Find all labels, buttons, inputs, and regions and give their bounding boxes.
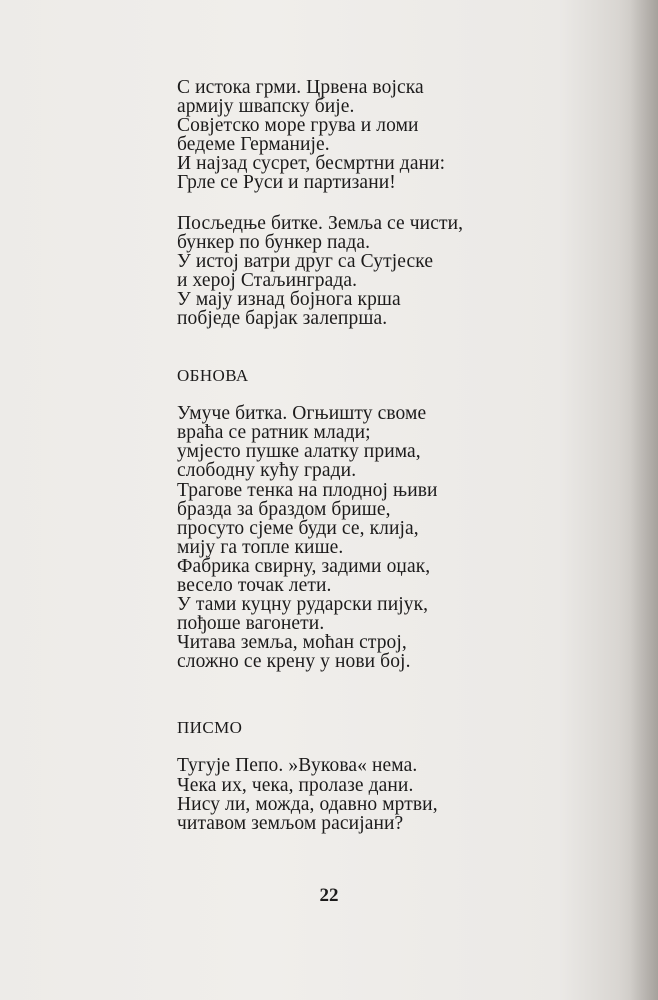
- verse-line: весело точак лети.: [177, 574, 332, 596]
- poem-title-obnova: ОБНОВА: [177, 366, 249, 386]
- obnova-stanza: [177, 404, 577, 671]
- verse-line: И најзад сусрет, бесмртни дани:: [177, 153, 446, 175]
- pismo-stanza: [177, 756, 577, 832]
- verse-line: Трагове тенка на плодној њиви: [177, 479, 438, 501]
- spine-shadow: [630, 0, 658, 1000]
- verse-line: слободну кућу гради.: [177, 460, 357, 482]
- verse-line: С истока грми. Црвена војска: [177, 77, 424, 98]
- stanza-1: [177, 78, 577, 193]
- verse-line: пођоше вагонети.: [177, 613, 325, 635]
- verse-line: враћа се ратник млади;: [177, 422, 371, 444]
- verse-line: читавом земљом расијани?: [177, 812, 404, 834]
- page-text: [177, 78, 577, 833]
- verse-line: Умуче битка. Огњишту своме: [177, 403, 427, 425]
- verse-line: армију швапску бије.: [177, 96, 355, 118]
- verse-line: бункер по бункер пада.: [177, 231, 371, 253]
- verse-line: У мају изнад бојнога крша: [177, 288, 401, 310]
- verse-line: Читава земља, моћан строј,: [177, 632, 407, 654]
- verse-line: побједе барјак залепрша.: [177, 308, 388, 330]
- verse-line: Чека их, чека, пролазе дани.: [177, 774, 414, 796]
- stanza-2: [177, 214, 577, 329]
- verse-line: Грле се Руси и партизани!: [177, 172, 396, 194]
- verse-line: Фабрика свирну, задими оџак,: [177, 555, 431, 577]
- verse-line: бразда за браздом брише,: [177, 498, 391, 520]
- verse-line: Совјетско море грува и ломи: [177, 115, 419, 137]
- verse-line: У истој ватри друг са Сутјеске: [177, 250, 434, 272]
- page-number-text: 22: [319, 885, 339, 906]
- verse-line: просуто сјеме буди се, клија,: [177, 517, 419, 539]
- verse-line: и херој Стаљинграда.: [177, 269, 358, 291]
- verse-line: У тами куцну рударски пијук,: [177, 594, 429, 616]
- poem-title-pismo: ПИСМО: [177, 718, 243, 738]
- page-number: [0, 885, 658, 907]
- verse-line: умјесто пушке алатку прима,: [177, 441, 421, 463]
- verse-line: Посљедње битке. Земља се чисти,: [177, 212, 464, 234]
- verse-line: сложно се крену у нови бој.: [177, 651, 411, 673]
- verse-line: мију га топле кише.: [177, 536, 344, 558]
- verse-line: Тугује Пепо. »Вукова« нема.: [177, 755, 418, 777]
- verse-line: бедеме Германије.: [177, 134, 330, 156]
- verse-line: Нису ли, можда, одавно мртви,: [177, 793, 438, 815]
